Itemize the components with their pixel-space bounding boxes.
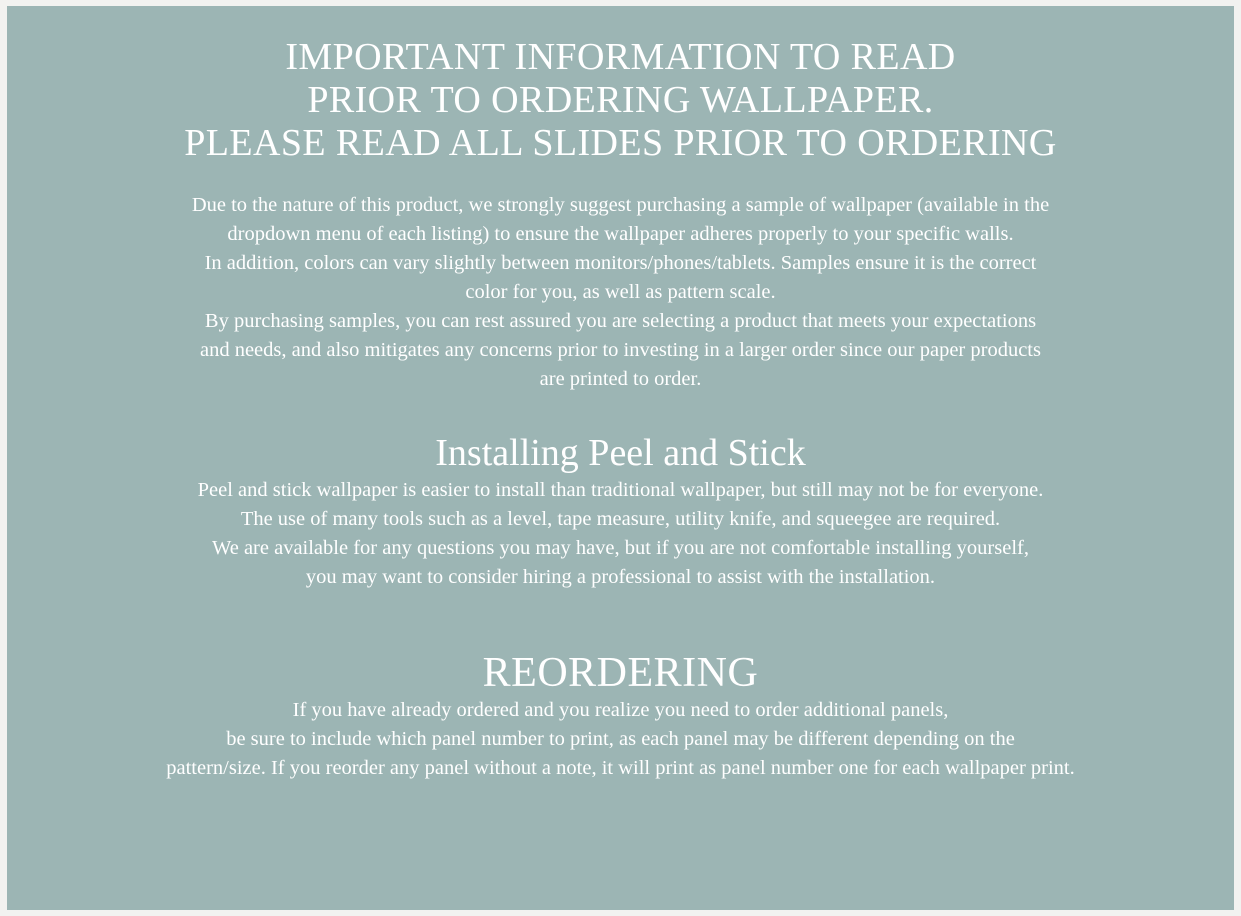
peel-line-4: you may want to consider hiring a professional to assist with the installation. (305, 566, 936, 588)
reordering-paragraph (71, 696, 1171, 783)
intro-line-1: Due to the nature of this product, we strongly suggest purchasing a sample of wallpaper (available in the (191, 194, 1050, 216)
reordering-line-1: If you have already ordered and you realize you need to order additional panels, (292, 699, 949, 721)
section-title-reordering: REORDERING (482, 650, 759, 696)
peel-and-stick-paragraph (71, 476, 1171, 592)
intro-paragraph (71, 191, 1171, 394)
section-title-peel-and-stick: Installing Peel and Stick (435, 432, 806, 474)
reordering-line-2: be sure to include which panel number to print, as each panel may be different depending on the (226, 728, 1015, 750)
intro-line-2: dropdown menu of each listing) to ensure the wallpaper adheres properly to your specific walls. (227, 223, 1014, 245)
intro-line-3: In addition, colors can vary slightly between monitors/phones/tablets. Samples ensure it is the correct (204, 252, 1037, 274)
peel-line-1: Peel and stick wallpaper is easier to install than traditional wallpaper, but still may not be for everyone. (197, 479, 1044, 501)
peel-line-3: We are available for any questions you may have, but if you are not comfortable installing yourself, (212, 537, 1029, 559)
intro-line-5: By purchasing samples, you can rest assured you are selecting a product that meets your expectations (204, 310, 1037, 332)
reordering-line-3: pattern/size. If you reorder any panel without a note, it will print as panel number one for each wallpaper print. (166, 757, 1075, 779)
peel-line-2: The use of many tools such as a level, tape measure, utility knife, and squeegee are required. (240, 508, 1001, 530)
main-heading (7, 6, 1234, 165)
main-heading-line-3: PLEASE READ ALL SLIDES PRIOR TO ORDERING (184, 122, 1057, 164)
intro-line-7: are printed to order. (539, 368, 702, 390)
intro-line-4: color for you, as well as pattern scale. (465, 281, 776, 303)
main-heading-line-1: IMPORTANT INFORMATION TO READ (285, 36, 956, 78)
slide-canvas (7, 6, 1234, 910)
section-spacer (7, 592, 1234, 614)
intro-line-6: and needs, and also mitigates any concerns prior to investing in a larger order since our paper products (199, 339, 1041, 361)
main-heading-line-2: PRIOR TO ORDERING WALLPAPER. (307, 79, 934, 121)
